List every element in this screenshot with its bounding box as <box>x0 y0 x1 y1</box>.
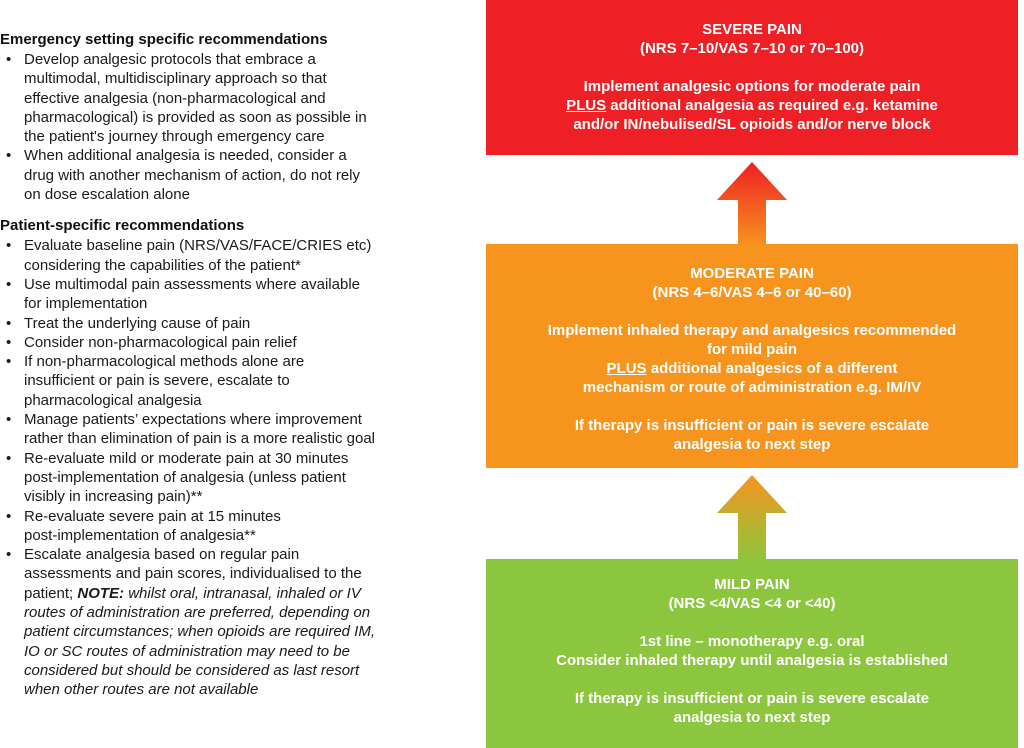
mild-escalate-line-2: analgesia to next step <box>673 709 831 726</box>
severe-pain-line-2: additional analgesia as required e.g. ketamine <box>606 97 938 114</box>
severe-pain-box <box>486 0 1018 155</box>
mild-pain-box <box>486 559 1018 748</box>
moderate-pain-line-4: mechanism or route of administration e.g. IM/IV <box>582 379 922 396</box>
patient-item-line: pharmacological analgesia <box>24 391 202 409</box>
moderate-pain-box <box>486 244 1018 468</box>
last-item-line-2: assessments and pain scores, individualised to the <box>24 565 362 583</box>
patient-item-line: Use multimodal pain assessments where available <box>24 275 360 293</box>
severe-pain-title: SEVERE PAIN <box>702 21 802 38</box>
patient-list-item <box>0 449 470 507</box>
emergency-item-line: effective analgesia (non-pharmacological and <box>24 89 326 107</box>
patient-item-line: for implementation <box>24 295 148 313</box>
moderate-escalate-line-2: analgesia to next step <box>673 436 831 453</box>
patient-item-line: If non-pharmacological methods alone are <box>24 353 305 371</box>
moderate-pain-line-3: additional analgesics of a different <box>646 360 898 377</box>
escalation-arrow-lower <box>712 473 792 561</box>
severe-pain-line-3: and/or IN/nebulised/SL opioids and/or nerve block <box>573 116 931 133</box>
mild-pain-line-1: 1st line – monotherapy e.g. oral <box>639 633 865 650</box>
note-line-5: when other routes are not available <box>24 681 259 699</box>
note-line-2: patient circumstances; when opioids are required IM, <box>24 623 376 641</box>
patient-item-line: Consider non-pharmacological pain relief <box>24 333 297 351</box>
patient-list-item <box>0 410 470 449</box>
patient-item-line: insufficient or pain is severe, escalate to <box>24 372 290 390</box>
moderate-pain-line-2: for mild pain <box>707 341 797 358</box>
escalation-arrow-upper <box>712 160 792 246</box>
note-first: whilst oral, intranasal, inhaled or IV <box>124 584 361 602</box>
patient-list-item <box>0 275 470 314</box>
emergency-item-line: Develop analgesic protocols that embrace a <box>24 51 316 68</box>
patient-list-item <box>0 333 470 352</box>
emergency-item-line: When additional analgesia is needed, consider a <box>24 147 347 165</box>
emergency-list-item <box>0 50 470 146</box>
severe-pain-line-1: Implement analgesic options for moderate pain <box>583 78 921 95</box>
severe-plus: PLUS <box>566 97 607 114</box>
note-line-3: IO or SC routes of administration may need to be <box>24 642 350 660</box>
patient-list-item <box>0 236 470 275</box>
emergency-item-line: on dose escalation alone <box>24 186 190 204</box>
patient-item-line: post-implementation of analgesia** <box>24 526 256 544</box>
patient-item-line: Manage patients’ expectations where improvement <box>24 411 362 429</box>
last-item-patient-word: patient; <box>24 584 78 602</box>
moderate-plus: PLUS <box>606 360 647 377</box>
mild-pain-scale: (NRS <4/VAS <4 or <40) <box>668 595 836 612</box>
emergency-recommendations-list <box>0 50 470 204</box>
emergency-item-line: drug with another mechanism of action, do not rely <box>24 166 361 184</box>
patient-recommendations-list <box>0 236 470 699</box>
patient-item-line: Re-evaluate mild or moderate pain at 30 minutes <box>24 449 349 467</box>
patient-item-line: Re-evaluate severe pain at 15 minutes <box>24 507 281 525</box>
mild-pain-line-2: Consider inhaled therapy until analgesia is established <box>556 652 948 669</box>
note-label: NOTE: <box>77 584 125 602</box>
recommendations-panel <box>0 30 470 700</box>
patient-item-line: rather than elimination of pain is a more realistic goal <box>24 430 376 448</box>
patient-item-line: visibly in increasing pain)** <box>24 488 203 506</box>
patient-item-line: considering the capabilities of the patient* <box>24 256 301 274</box>
patient-item-line: post-implementation of analgesia (unless patient <box>24 468 346 486</box>
note-line-4: considered but should be considered as last resort <box>24 661 360 679</box>
emergency-list-item <box>0 146 470 204</box>
emergency-item-line: multimodal, multidisciplinary approach so that <box>24 70 327 88</box>
emergency-recommendations-title: Emergency setting specific recommendations <box>0 31 328 48</box>
mild-escalate-line-1: If therapy is insufficient or pain is severe escalate <box>574 690 930 707</box>
moderate-pain-line-1: Implement inhaled therapy and analgesics recommended <box>547 322 957 339</box>
patient-list-item <box>0 507 470 546</box>
last-item-line-1: Escalate analgesia based on regular pain <box>24 546 300 564</box>
moderate-pain-scale: (NRS 4–6/VAS 4–6 or 40–60) <box>652 284 852 301</box>
mild-pain-title: MILD PAIN <box>714 576 790 593</box>
moderate-escalate-line-1: If therapy is insufficient or pain is severe escalate <box>574 417 930 434</box>
patient-item-line: Treat the underlying cause of pain <box>24 314 251 332</box>
note-line-1: routes of administration are preferred, depending on <box>24 604 371 622</box>
severe-pain-scale: (NRS 7–10/VAS 7–10 or 70–100) <box>639 40 865 57</box>
emergency-item-line: pharmacological) is provided as soon as possible in <box>24 108 367 126</box>
emergency-item-line: the patient's journey through emergency care <box>24 128 325 146</box>
patient-list-item <box>0 314 470 333</box>
moderate-pain-title: MODERATE PAIN <box>690 265 814 282</box>
patient-list-item <box>0 352 470 410</box>
patient-recommendations-title: Patient-specific recommendations <box>0 217 245 235</box>
list-item-escalate-analgesia <box>0 545 470 699</box>
patient-item-line: Evaluate baseline pain (NRS/VAS/FACE/CRIES etc) <box>24 237 372 255</box>
